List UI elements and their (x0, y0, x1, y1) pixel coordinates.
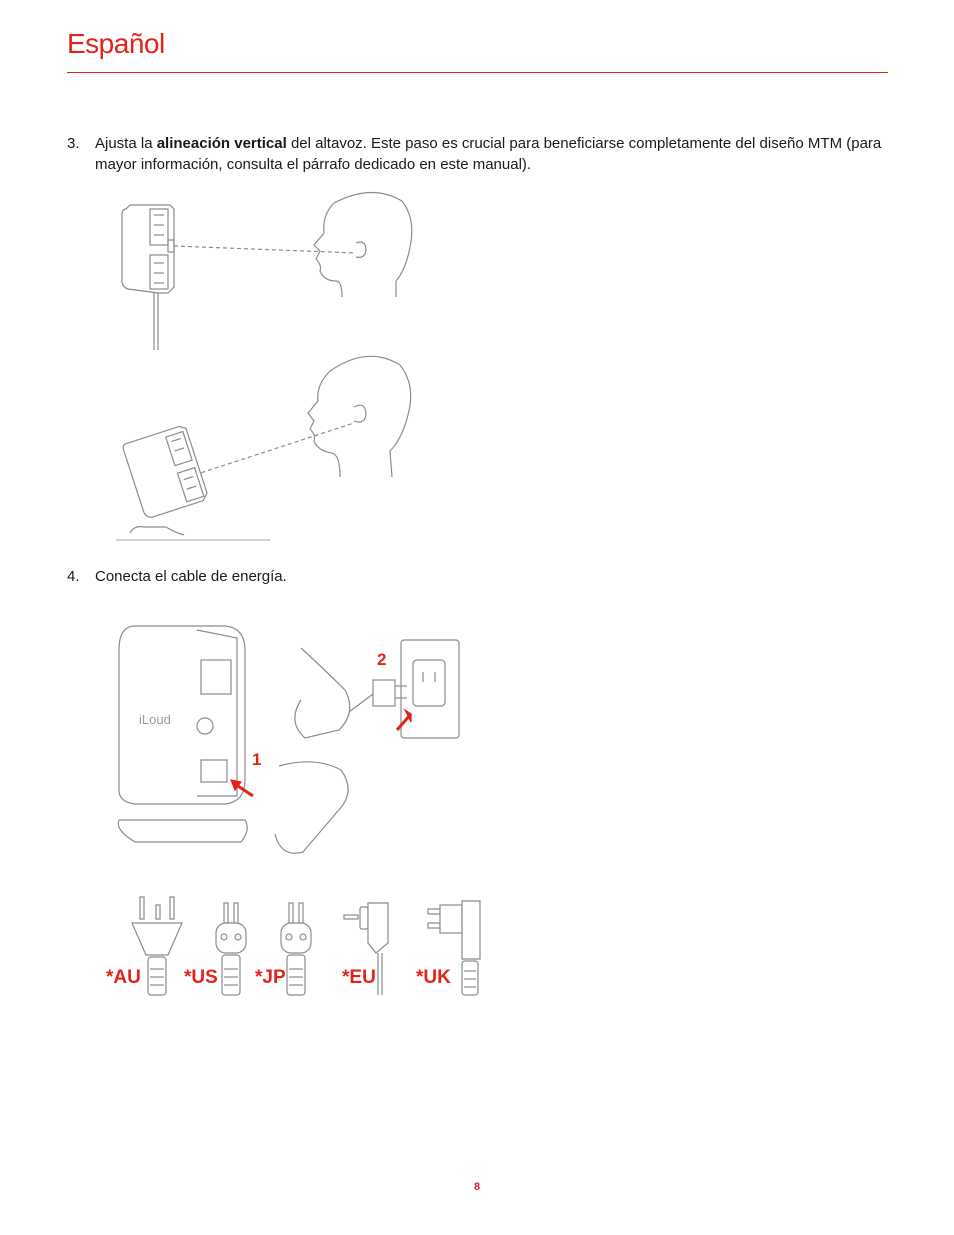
speaker-brand-label: iLoud (139, 712, 171, 727)
plug-label-jp: *JP (255, 967, 286, 988)
step-text: Conecta el cable de energía. (95, 568, 287, 585)
step-text-bold: alineación vertical (156, 135, 287, 152)
plug-label-eu: *EU (342, 967, 376, 988)
title-divider (67, 72, 888, 73)
plug-label-au: *AU (106, 967, 141, 988)
wall-outlet-icon (401, 640, 459, 738)
sight-line-level (174, 246, 356, 253)
callout-2: 2 (377, 650, 387, 669)
step-number: 4. (67, 568, 80, 585)
plug-label-us: *US (184, 967, 218, 988)
page-title: Español (67, 28, 165, 59)
step-text-before: Ajusta la (95, 135, 157, 152)
alignment-illustration (110, 185, 430, 545)
page-number: 8 (473, 1181, 481, 1193)
power-connection-illustration (105, 620, 475, 875)
head-level-icon (314, 192, 412, 297)
step-text (95, 133, 895, 175)
step-4 (67, 566, 567, 588)
plug-label-uk: *UK (416, 967, 451, 988)
head-tilted-icon (308, 356, 411, 477)
callout-1: 1 (252, 750, 262, 769)
sight-line-tilted (188, 423, 354, 477)
power-plug-icon (349, 680, 407, 712)
upright-speaker-icon (122, 205, 174, 350)
step-number: 3. (67, 135, 80, 152)
speaker-rear-icon (118, 626, 247, 842)
hands-icon (275, 648, 350, 853)
tilted-speaker-icon (122, 425, 209, 520)
step-3 (67, 133, 897, 177)
step-text-after: del altavoz. Este paso es crucial para beneficiarse completamente del diseño MTM (para mayor información, consulta el párrafo dedicado en este manual). (95, 135, 882, 173)
